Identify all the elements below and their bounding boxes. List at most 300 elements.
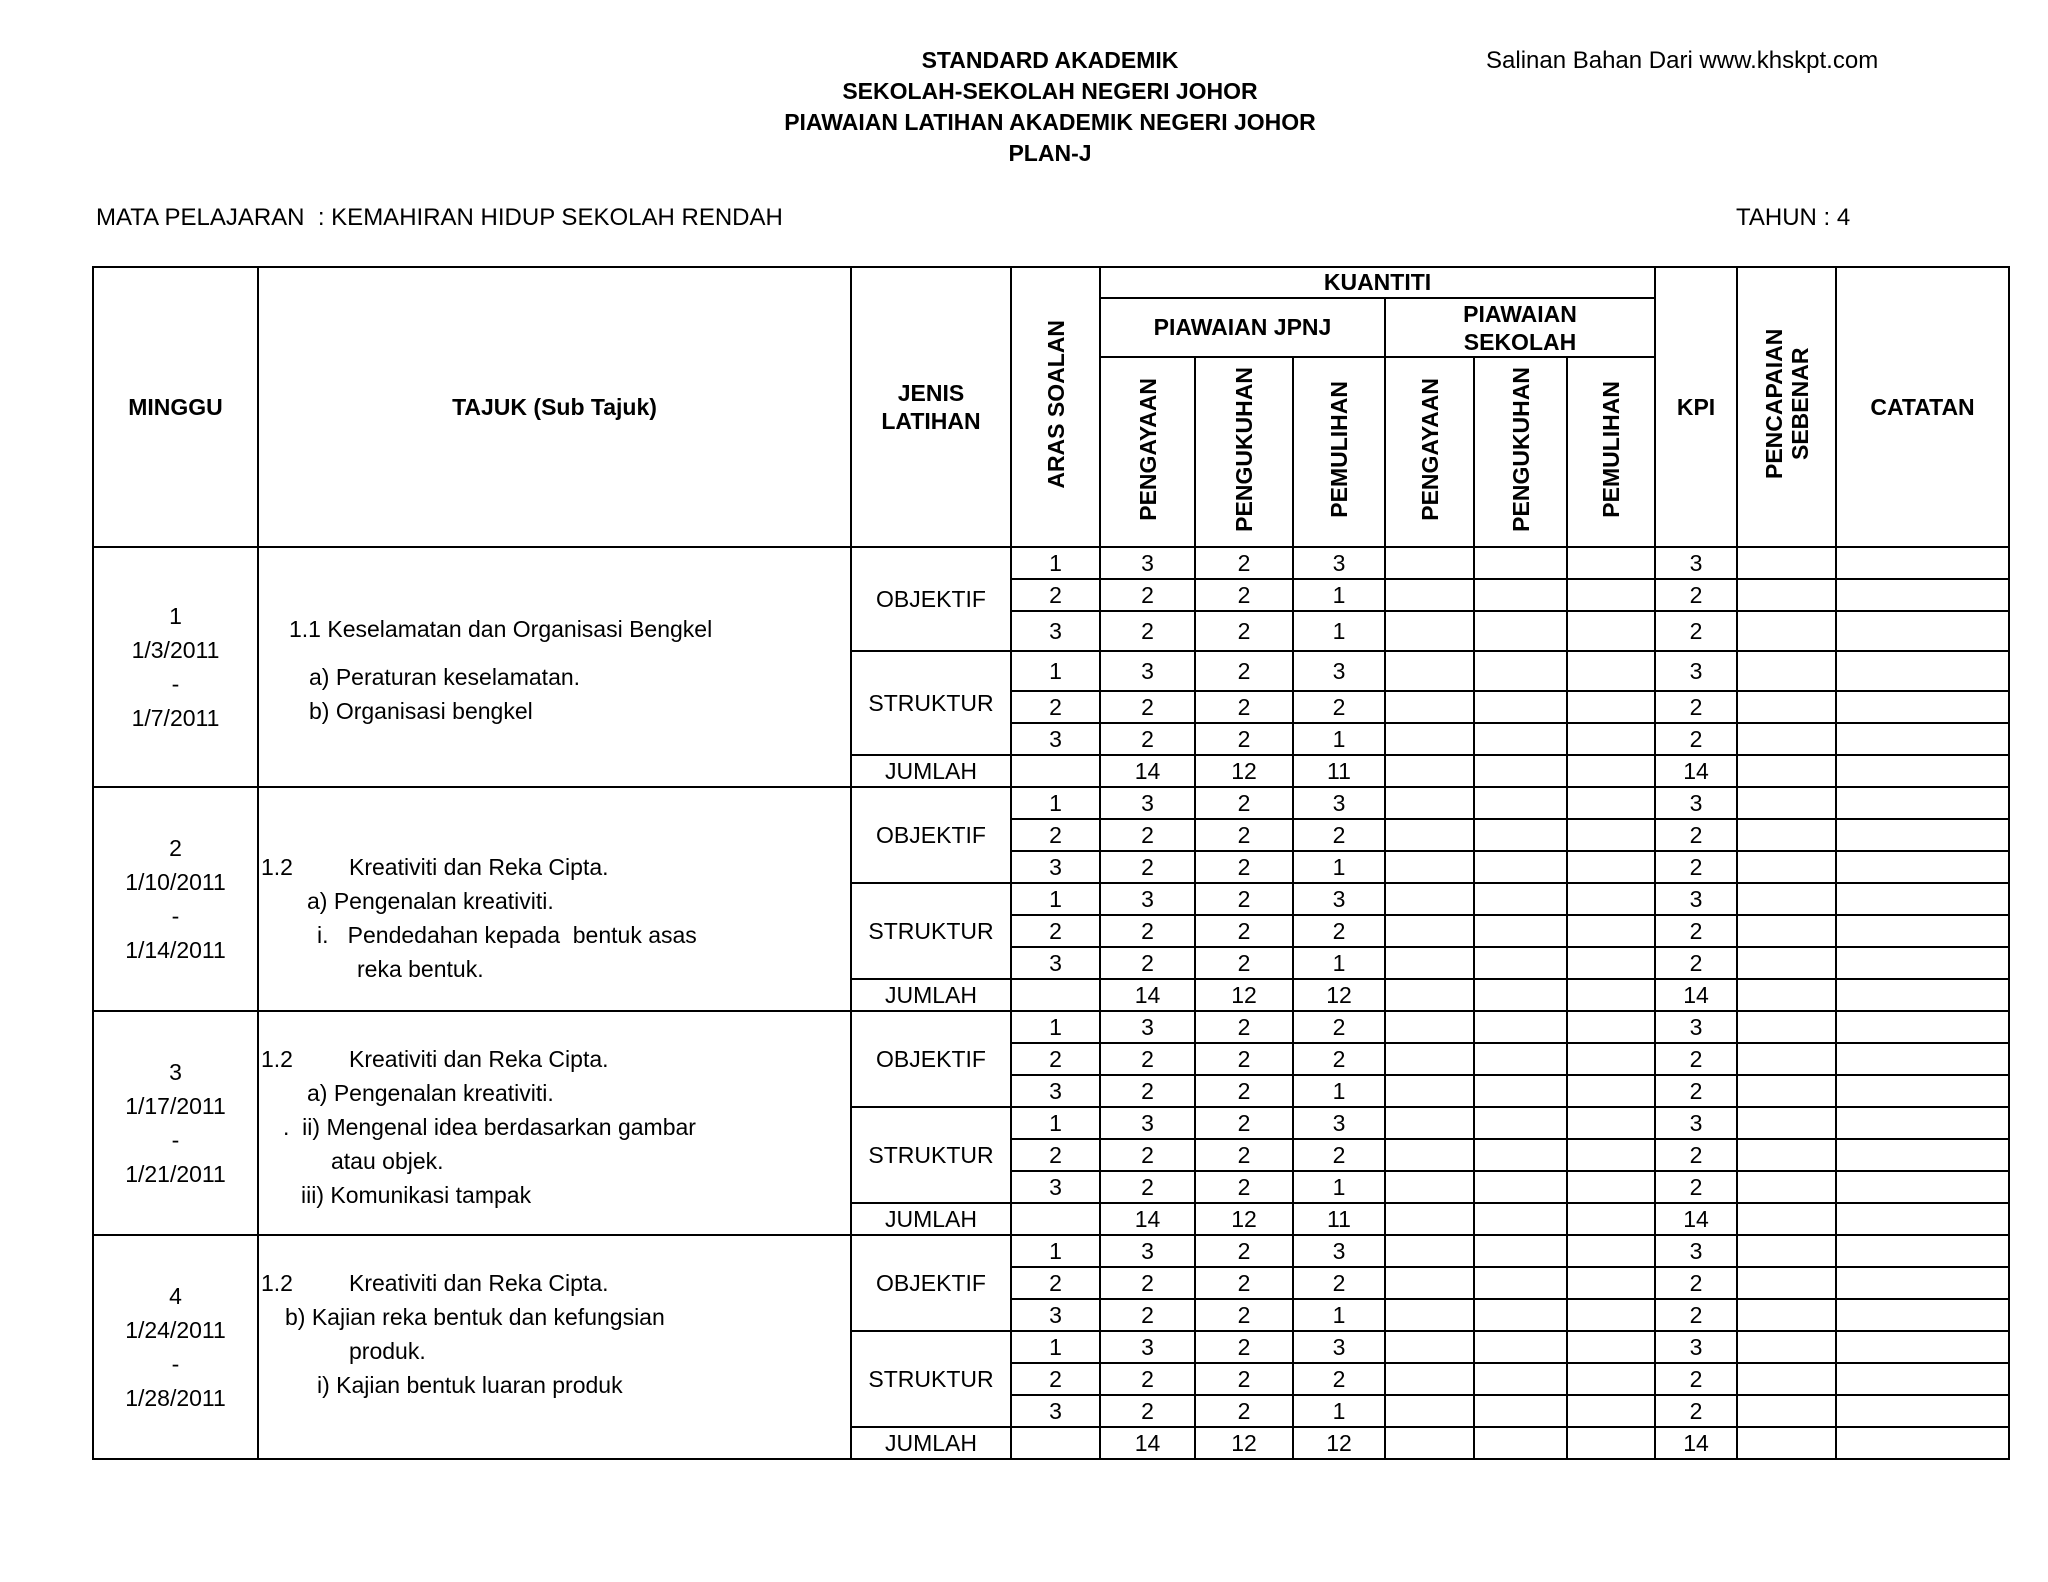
aras-cell: 3 — [1011, 1299, 1100, 1331]
tajuk-line: . ii) Mengenal idea berdasarkan gambar — [283, 1114, 696, 1140]
jpnj-pemulihan-cell: 1 — [1293, 851, 1385, 883]
catatan-cell — [1836, 1075, 2009, 1107]
jpnj-pemulihan-cell: 3 — [1293, 1107, 1385, 1139]
sekolah-pengukuhan-cell — [1474, 723, 1567, 755]
catatan-cell — [1836, 1331, 2009, 1363]
jenis-objektif: OBJEKTIF — [851, 1235, 1011, 1331]
catatan-cell — [1836, 611, 2009, 651]
sekolah-pemulihan-cell — [1567, 547, 1655, 579]
jpnj-pengukuhan-cell: 2 — [1195, 787, 1293, 819]
jpnj-pengayaan-cell: 3 — [1100, 1011, 1195, 1043]
jumlah-cell — [1011, 979, 1100, 1011]
jumlah-cell: 14 — [1100, 755, 1195, 787]
sekolah-pemulihan-cell — [1567, 579, 1655, 611]
jumlah-cell — [1737, 979, 1836, 1011]
sekolah-pengukuhan-cell — [1474, 1011, 1567, 1043]
jenis-jumlah: JUMLAH — [851, 1427, 1011, 1459]
sekolah-pemulihan-cell — [1567, 787, 1655, 819]
jpnj-pengayaan-cell: 2 — [1100, 1267, 1195, 1299]
kpi-cell: 2 — [1655, 691, 1737, 723]
sekolah-pengukuhan-cell — [1474, 547, 1567, 579]
pencapaian-cell — [1737, 691, 1836, 723]
kpi-cell: 2 — [1655, 1299, 1737, 1331]
catatan-cell — [1836, 691, 2009, 723]
tajuk-line: i) Kajian bentuk luaran produk — [317, 1372, 623, 1398]
catatan-cell — [1836, 1299, 2009, 1331]
col-jpnj-pengukuhan: PENGUKUHAN — [1195, 357, 1293, 547]
col-aras-soalan: ARAS SOALAN — [1011, 267, 1100, 547]
kpi-cell: 2 — [1655, 1075, 1737, 1107]
minggu-line: 1 — [169, 603, 182, 629]
jumlah-cell — [1385, 979, 1474, 1011]
jpnj-pemulihan-cell: 1 — [1293, 723, 1385, 755]
jpnj-pengayaan-cell: 3 — [1100, 1107, 1195, 1139]
sekolah-pemulihan-cell — [1567, 1235, 1655, 1267]
aras-cell: 2 — [1011, 1043, 1100, 1075]
catatan-cell — [1836, 819, 2009, 851]
sekolah-pengayaan-cell — [1385, 1267, 1474, 1299]
jpnj-pengukuhan-cell: 2 — [1195, 947, 1293, 979]
catatan-cell — [1836, 947, 2009, 979]
tajuk-line: a) Pengenalan kreativiti. — [307, 888, 554, 914]
aras-cell: 2 — [1011, 915, 1100, 947]
jpnj-pemulihan-cell: 2 — [1293, 691, 1385, 723]
jpnj-pemulihan-cell: 2 — [1293, 915, 1385, 947]
jenis-struktur: STRUKTUR — [851, 651, 1011, 755]
jpnj-pemulihan-cell: 2 — [1293, 1011, 1385, 1043]
jumlah-cell: 12 — [1195, 1427, 1293, 1459]
title-line-1: STANDARD AKADEMIK — [921, 47, 1179, 73]
col-kuantiti: KUANTITI — [1100, 267, 1655, 298]
jumlah-cell: 11 — [1293, 1203, 1385, 1235]
aras-cell: 1 — [1011, 1235, 1100, 1267]
jpnj-pemulihan-cell: 3 — [1293, 547, 1385, 579]
sekolah-pengayaan-cell — [1385, 1011, 1474, 1043]
pencapaian-cell — [1737, 1171, 1836, 1203]
sekolah-pengayaan-cell — [1385, 883, 1474, 915]
kpi-cell: 3 — [1655, 1331, 1737, 1363]
sekolah-pemulihan-cell — [1567, 915, 1655, 947]
minggu-line: 4 — [169, 1283, 182, 1309]
pencapaian-cell — [1737, 1299, 1836, 1331]
jpnj-pengayaan-cell: 3 — [1100, 651, 1195, 691]
aras-cell: 1 — [1011, 1107, 1100, 1139]
jpnj-pengayaan-cell: 2 — [1100, 1299, 1195, 1331]
catatan-cell — [1836, 883, 2009, 915]
catatan-cell — [1836, 1011, 2009, 1043]
source-note: Salinan Bahan Dari www.khskpt.com — [1486, 47, 1879, 74]
kpi-cell: 2 — [1655, 1395, 1737, 1427]
jpnj-pengayaan-cell: 2 — [1100, 947, 1195, 979]
subject-line: MATA PELAJARAN : KEMAHIRAN HIDUP SEKOLAH RENDAH — [96, 204, 783, 231]
sekolah-pengukuhan-cell — [1474, 651, 1567, 691]
aras-cell: 3 — [1011, 851, 1100, 883]
jumlah-cell — [1836, 1203, 2009, 1235]
pencapaian-cell — [1737, 1043, 1836, 1075]
minggu-line: 1/14/2011 — [125, 937, 226, 963]
kpi-cell: 2 — [1655, 1267, 1737, 1299]
jpnj-pengukuhan-cell: 2 — [1195, 611, 1293, 651]
jpnj-pengukuhan-cell: 2 — [1195, 1107, 1293, 1139]
jpnj-pengayaan-cell: 3 — [1100, 1331, 1195, 1363]
jumlah-cell: 12 — [1293, 979, 1385, 1011]
sekolah-pengukuhan-cell — [1474, 787, 1567, 819]
kpi-cell: 2 — [1655, 611, 1737, 651]
sekolah-pemulihan-cell — [1567, 691, 1655, 723]
jpnj-pengukuhan-cell: 2 — [1195, 651, 1293, 691]
jumlah-cell — [1011, 755, 1100, 787]
sekolah-pengayaan-cell — [1385, 723, 1474, 755]
pencapaian-cell — [1737, 787, 1836, 819]
catatan-cell — [1836, 1107, 2009, 1139]
tajuk-line: i. Pendedahan kepada bentuk asas — [317, 922, 697, 948]
jpnj-pengayaan-cell: 2 — [1100, 579, 1195, 611]
jenis-jumlah: JUMLAH — [851, 755, 1011, 787]
sekolah-pengukuhan-cell — [1474, 851, 1567, 883]
jumlah-cell: 12 — [1195, 755, 1293, 787]
sekolah-pengayaan-cell — [1385, 547, 1474, 579]
year-label: TAHUN : 4 — [1736, 204, 1851, 231]
jpnj-pemulihan-cell: 3 — [1293, 1331, 1385, 1363]
catatan-cell — [1836, 547, 2009, 579]
minggu-cell — [93, 547, 258, 787]
jpnj-pengukuhan-cell: 2 — [1195, 1075, 1293, 1107]
aras-cell: 1 — [1011, 1331, 1100, 1363]
aras-cell: 1 — [1011, 1011, 1100, 1043]
sekolah-pemulihan-cell — [1567, 851, 1655, 883]
sekolah-pengayaan-cell — [1385, 851, 1474, 883]
minggu-line: - — [171, 1351, 180, 1377]
jpnj-pengukuhan-cell: 2 — [1195, 723, 1293, 755]
col-piawaian-sekolah: PIAWAIAN SEKOLAH — [1385, 298, 1655, 357]
kpi-cell: 3 — [1655, 651, 1737, 691]
jumlah-cell — [1567, 1203, 1655, 1235]
jumlah-cell — [1385, 1203, 1474, 1235]
kpi-cell: 2 — [1655, 915, 1737, 947]
col-sekolah-pengayaan: PENGAYAAN — [1385, 357, 1474, 547]
jpnj-pengayaan-cell: 2 — [1100, 1171, 1195, 1203]
jumlah-cell — [1474, 979, 1567, 1011]
jpnj-pengukuhan-cell: 2 — [1195, 915, 1293, 947]
kpi-cell: 3 — [1655, 1107, 1737, 1139]
pencapaian-cell — [1737, 1107, 1836, 1139]
table-row — [93, 1011, 2009, 1043]
jenis-jumlah: JUMLAH — [851, 979, 1011, 1011]
tajuk-line: 1.2 — [261, 854, 293, 880]
jpnj-pengukuhan-cell: 2 — [1195, 1171, 1293, 1203]
tajuk-line: reka bentuk. — [357, 956, 484, 982]
sekolah-pengukuhan-cell — [1474, 819, 1567, 851]
catatan-cell — [1836, 1395, 2009, 1427]
sekolah-pengayaan-cell — [1385, 579, 1474, 611]
jpnj-pengukuhan-cell: 2 — [1195, 1395, 1293, 1427]
tajuk-line: Kreativiti dan Reka Cipta. — [349, 1046, 609, 1072]
pencapaian-cell — [1737, 723, 1836, 755]
jenis-objektif: OBJEKTIF — [851, 787, 1011, 883]
catatan-cell — [1836, 1363, 2009, 1395]
jpnj-pengukuhan-cell: 2 — [1195, 819, 1293, 851]
title-line-3: PIAWAIAN LATIHAN AKADEMIK NEGERI JOHOR — [784, 109, 1316, 135]
aras-cell: 2 — [1011, 579, 1100, 611]
tajuk-line: a) Pengenalan kreativiti. — [307, 1080, 554, 1106]
jpnj-pengukuhan-cell: 2 — [1195, 1363, 1293, 1395]
sekolah-pengayaan-cell — [1385, 1043, 1474, 1075]
sekolah-pemulihan-cell — [1567, 1107, 1655, 1139]
kpi-cell: 3 — [1655, 1011, 1737, 1043]
pencapaian-cell — [1737, 851, 1836, 883]
aras-cell: 2 — [1011, 691, 1100, 723]
jpnj-pemulihan-cell: 3 — [1293, 883, 1385, 915]
jpnj-pemulihan-cell: 1 — [1293, 947, 1385, 979]
jpnj-pengukuhan-cell: 2 — [1195, 1235, 1293, 1267]
minggu-line: 1/7/2011 — [131, 705, 220, 731]
minggu-line: 1/17/2011 — [125, 1093, 226, 1119]
jumlah-cell: 14 — [1100, 1203, 1195, 1235]
sekolah-pengayaan-cell — [1385, 819, 1474, 851]
tajuk-line: Kreativiti dan Reka Cipta. — [349, 854, 609, 880]
jpnj-pemulihan-cell: 2 — [1293, 1139, 1385, 1171]
tajuk-line: iii) Komunikasi tampak — [301, 1182, 532, 1208]
sekolah-pemulihan-cell — [1567, 1395, 1655, 1427]
catatan-cell — [1836, 723, 2009, 755]
title-line-4: PLAN-J — [1008, 140, 1092, 166]
sekolah-pengayaan-cell — [1385, 1331, 1474, 1363]
pencapaian-cell — [1737, 1331, 1836, 1363]
sekolah-pengukuhan-cell — [1474, 1267, 1567, 1299]
sekolah-pengayaan-cell — [1385, 651, 1474, 691]
col-sekolah-pengukuhan: PENGUKUHAN — [1474, 357, 1567, 547]
aras-cell: 3 — [1011, 723, 1100, 755]
sekolah-pemulihan-cell — [1567, 611, 1655, 651]
sekolah-pemulihan-cell — [1567, 1011, 1655, 1043]
jumlah-cell: 12 — [1293, 1427, 1385, 1459]
jpnj-pemulihan-cell: 3 — [1293, 1235, 1385, 1267]
sekolah-pemulihan-cell — [1567, 1299, 1655, 1331]
minggu-line: - — [171, 671, 180, 697]
col-jpnj-pemulihan: PEMULIHAN — [1293, 357, 1385, 547]
sekolah-pengukuhan-cell — [1474, 1235, 1567, 1267]
jpnj-pengayaan-cell: 3 — [1100, 547, 1195, 579]
jpnj-pengukuhan-cell: 2 — [1195, 883, 1293, 915]
catatan-cell — [1836, 787, 2009, 819]
catatan-cell — [1836, 651, 2009, 691]
jenis-struktur: STRUKTUR — [851, 883, 1011, 979]
catatan-cell — [1836, 1043, 2009, 1075]
pencapaian-cell — [1737, 611, 1836, 651]
sekolah-pengukuhan-cell — [1474, 1107, 1567, 1139]
jpnj-pengukuhan-cell: 2 — [1195, 1331, 1293, 1363]
sekolah-pemulihan-cell — [1567, 1363, 1655, 1395]
aras-cell: 3 — [1011, 1075, 1100, 1107]
tajuk-line: b) Kajian reka bentuk dan kefungsian — [285, 1304, 665, 1330]
jumlah-cell: 14 — [1100, 1427, 1195, 1459]
col-catatan: CATATAN — [1836, 267, 2009, 547]
jpnj-pemulihan-cell: 2 — [1293, 819, 1385, 851]
sekolah-pengukuhan-cell — [1474, 1395, 1567, 1427]
table-row — [93, 1235, 2009, 1267]
jenis-struktur: STRUKTUR — [851, 1107, 1011, 1203]
minggu-line: 2 — [169, 835, 182, 861]
catatan-cell — [1836, 915, 2009, 947]
jpnj-pemulihan-cell: 2 — [1293, 1363, 1385, 1395]
title-line-2: SEKOLAH-SEKOLAH NEGERI JOHOR — [842, 78, 1258, 104]
jumlah-cell — [1011, 1203, 1100, 1235]
jumlah-cell — [1474, 1203, 1567, 1235]
jpnj-pengayaan-cell: 2 — [1100, 723, 1195, 755]
jpnj-pemulihan-cell: 1 — [1293, 611, 1385, 651]
jumlah-cell — [1836, 755, 2009, 787]
pencapaian-cell — [1737, 1011, 1836, 1043]
jpnj-pemulihan-cell: 1 — [1293, 1171, 1385, 1203]
tajuk-line: 1.2 — [261, 1270, 293, 1296]
catatan-cell — [1836, 1235, 2009, 1267]
jumlah-cell — [1567, 1427, 1655, 1459]
jumlah-cell — [1836, 1427, 2009, 1459]
pencapaian-cell — [1737, 1139, 1836, 1171]
tajuk-line: b) Organisasi bengkel — [309, 698, 533, 724]
jpnj-pengayaan-cell: 2 — [1100, 915, 1195, 947]
aras-cell: 3 — [1011, 611, 1100, 651]
pencapaian-cell — [1737, 651, 1836, 691]
col-piawaian-jpnj: PIAWAIAN JPNJ — [1100, 298, 1385, 357]
catatan-cell — [1836, 1139, 2009, 1171]
jumlah-cell — [1836, 979, 2009, 1011]
tajuk-line: a) Peraturan keselamatan. — [309, 664, 581, 690]
kpi-cell: 2 — [1655, 1139, 1737, 1171]
minggu-line: 1/3/2011 — [131, 637, 220, 663]
jpnj-pengayaan-cell: 2 — [1100, 1139, 1195, 1171]
sekolah-pengayaan-cell — [1385, 1139, 1474, 1171]
col-jenis-latihan: JENIS LATIHAN — [851, 267, 1011, 547]
kpi-cell: 2 — [1655, 947, 1737, 979]
catatan-cell — [1836, 579, 2009, 611]
kpi-cell: 3 — [1655, 1235, 1737, 1267]
sekolah-pengayaan-cell — [1385, 1171, 1474, 1203]
catatan-cell — [1836, 851, 2009, 883]
jumlah-cell: 12 — [1195, 979, 1293, 1011]
sekolah-pengayaan-cell — [1385, 1107, 1474, 1139]
pencapaian-cell — [1737, 819, 1836, 851]
jumlah-cell — [1567, 979, 1655, 1011]
pencapaian-cell — [1737, 579, 1836, 611]
col-kpi: KPI — [1655, 267, 1737, 547]
jumlah-cell — [1737, 1427, 1836, 1459]
sekolah-pemulihan-cell — [1567, 723, 1655, 755]
sekolah-pengukuhan-cell — [1474, 691, 1567, 723]
aras-cell: 3 — [1011, 1171, 1100, 1203]
jumlah-cell — [1385, 755, 1474, 787]
sekolah-pemulihan-cell — [1567, 1331, 1655, 1363]
jpnj-pengukuhan-cell: 2 — [1195, 579, 1293, 611]
table-row — [93, 787, 2009, 819]
pencapaian-cell — [1737, 1395, 1836, 1427]
tajuk-cell — [258, 1011, 851, 1235]
kpi-cell: 2 — [1655, 1043, 1737, 1075]
tajuk-line: 1.2 — [261, 1046, 293, 1072]
jpnj-pengayaan-cell: 2 — [1100, 611, 1195, 651]
jpnj-pemulihan-cell: 1 — [1293, 579, 1385, 611]
aras-cell: 1 — [1011, 547, 1100, 579]
aras-cell: 1 — [1011, 883, 1100, 915]
jumlah-cell — [1474, 755, 1567, 787]
aras-cell: 2 — [1011, 1267, 1100, 1299]
col-minggu: MINGGU — [93, 267, 258, 547]
pencapaian-cell — [1737, 1235, 1836, 1267]
sekolah-pengukuhan-cell — [1474, 1299, 1567, 1331]
jumlah-cell — [1737, 755, 1836, 787]
minggu-line: 1/21/2011 — [125, 1161, 226, 1187]
kpi-cell: 3 — [1655, 547, 1737, 579]
jpnj-pengukuhan-cell: 2 — [1195, 1299, 1293, 1331]
pencapaian-cell — [1737, 947, 1836, 979]
jumlah-cell — [1474, 1427, 1567, 1459]
tajuk-cell — [258, 1235, 851, 1459]
minggu-cell — [93, 1011, 258, 1235]
pencapaian-cell — [1737, 915, 1836, 947]
jenis-objektif: OBJEKTIF — [851, 1011, 1011, 1107]
sekolah-pengukuhan-cell — [1474, 1139, 1567, 1171]
sekolah-pemulihan-cell — [1567, 1043, 1655, 1075]
jpnj-pengayaan-cell: 2 — [1100, 691, 1195, 723]
aras-cell: 2 — [1011, 1139, 1100, 1171]
table-row — [93, 547, 2009, 579]
jpnj-pengukuhan-cell: 2 — [1195, 851, 1293, 883]
tajuk-line: produk. — [349, 1338, 426, 1364]
kpi-cell: 3 — [1655, 787, 1737, 819]
jpnj-pemulihan-cell: 1 — [1293, 1075, 1385, 1107]
tajuk-cell — [258, 787, 851, 1011]
jpnj-pengayaan-cell: 3 — [1100, 787, 1195, 819]
sekolah-pengukuhan-cell — [1474, 611, 1567, 651]
kpi-cell: 3 — [1655, 883, 1737, 915]
sekolah-pengukuhan-cell — [1474, 883, 1567, 915]
jumlah-cell: 14 — [1655, 755, 1737, 787]
sekolah-pemulihan-cell — [1567, 651, 1655, 691]
minggu-cell — [93, 1235, 258, 1459]
pencapaian-cell — [1737, 547, 1836, 579]
aras-cell: 1 — [1011, 787, 1100, 819]
sekolah-pengukuhan-cell — [1474, 579, 1567, 611]
sekolah-pengayaan-cell — [1385, 1395, 1474, 1427]
sekolah-pengayaan-cell — [1385, 915, 1474, 947]
sekolah-pengukuhan-cell — [1474, 1171, 1567, 1203]
jpnj-pengayaan-cell: 2 — [1100, 1395, 1195, 1427]
jpnj-pemulihan-cell: 1 — [1293, 1299, 1385, 1331]
jumlah-cell: 11 — [1293, 755, 1385, 787]
jpnj-pengukuhan-cell: 2 — [1195, 547, 1293, 579]
sekolah-pengukuhan-cell — [1474, 1331, 1567, 1363]
jpnj-pengayaan-cell: 3 — [1100, 1235, 1195, 1267]
jpnj-pengayaan-cell: 3 — [1100, 883, 1195, 915]
aras-cell: 3 — [1011, 1395, 1100, 1427]
jumlah-cell: 14 — [1100, 979, 1195, 1011]
jpnj-pengukuhan-cell: 2 — [1195, 1011, 1293, 1043]
sekolah-pengukuhan-cell — [1474, 1363, 1567, 1395]
jpnj-pemulihan-cell: 3 — [1293, 787, 1385, 819]
sekolah-pemulihan-cell — [1567, 883, 1655, 915]
jumlah-cell — [1011, 1427, 1100, 1459]
jpnj-pengukuhan-cell: 2 — [1195, 1043, 1293, 1075]
jpnj-pengayaan-cell: 2 — [1100, 851, 1195, 883]
minggu-line: 1/10/2011 — [125, 869, 226, 895]
kpi-cell: 2 — [1655, 723, 1737, 755]
tajuk-line: atau objek. — [331, 1148, 444, 1174]
jpnj-pemulihan-cell: 2 — [1293, 1043, 1385, 1075]
sekolah-pengayaan-cell — [1385, 1363, 1474, 1395]
kpi-cell: 2 — [1655, 1171, 1737, 1203]
sekolah-pemulihan-cell — [1567, 1267, 1655, 1299]
sekolah-pemulihan-cell — [1567, 1139, 1655, 1171]
